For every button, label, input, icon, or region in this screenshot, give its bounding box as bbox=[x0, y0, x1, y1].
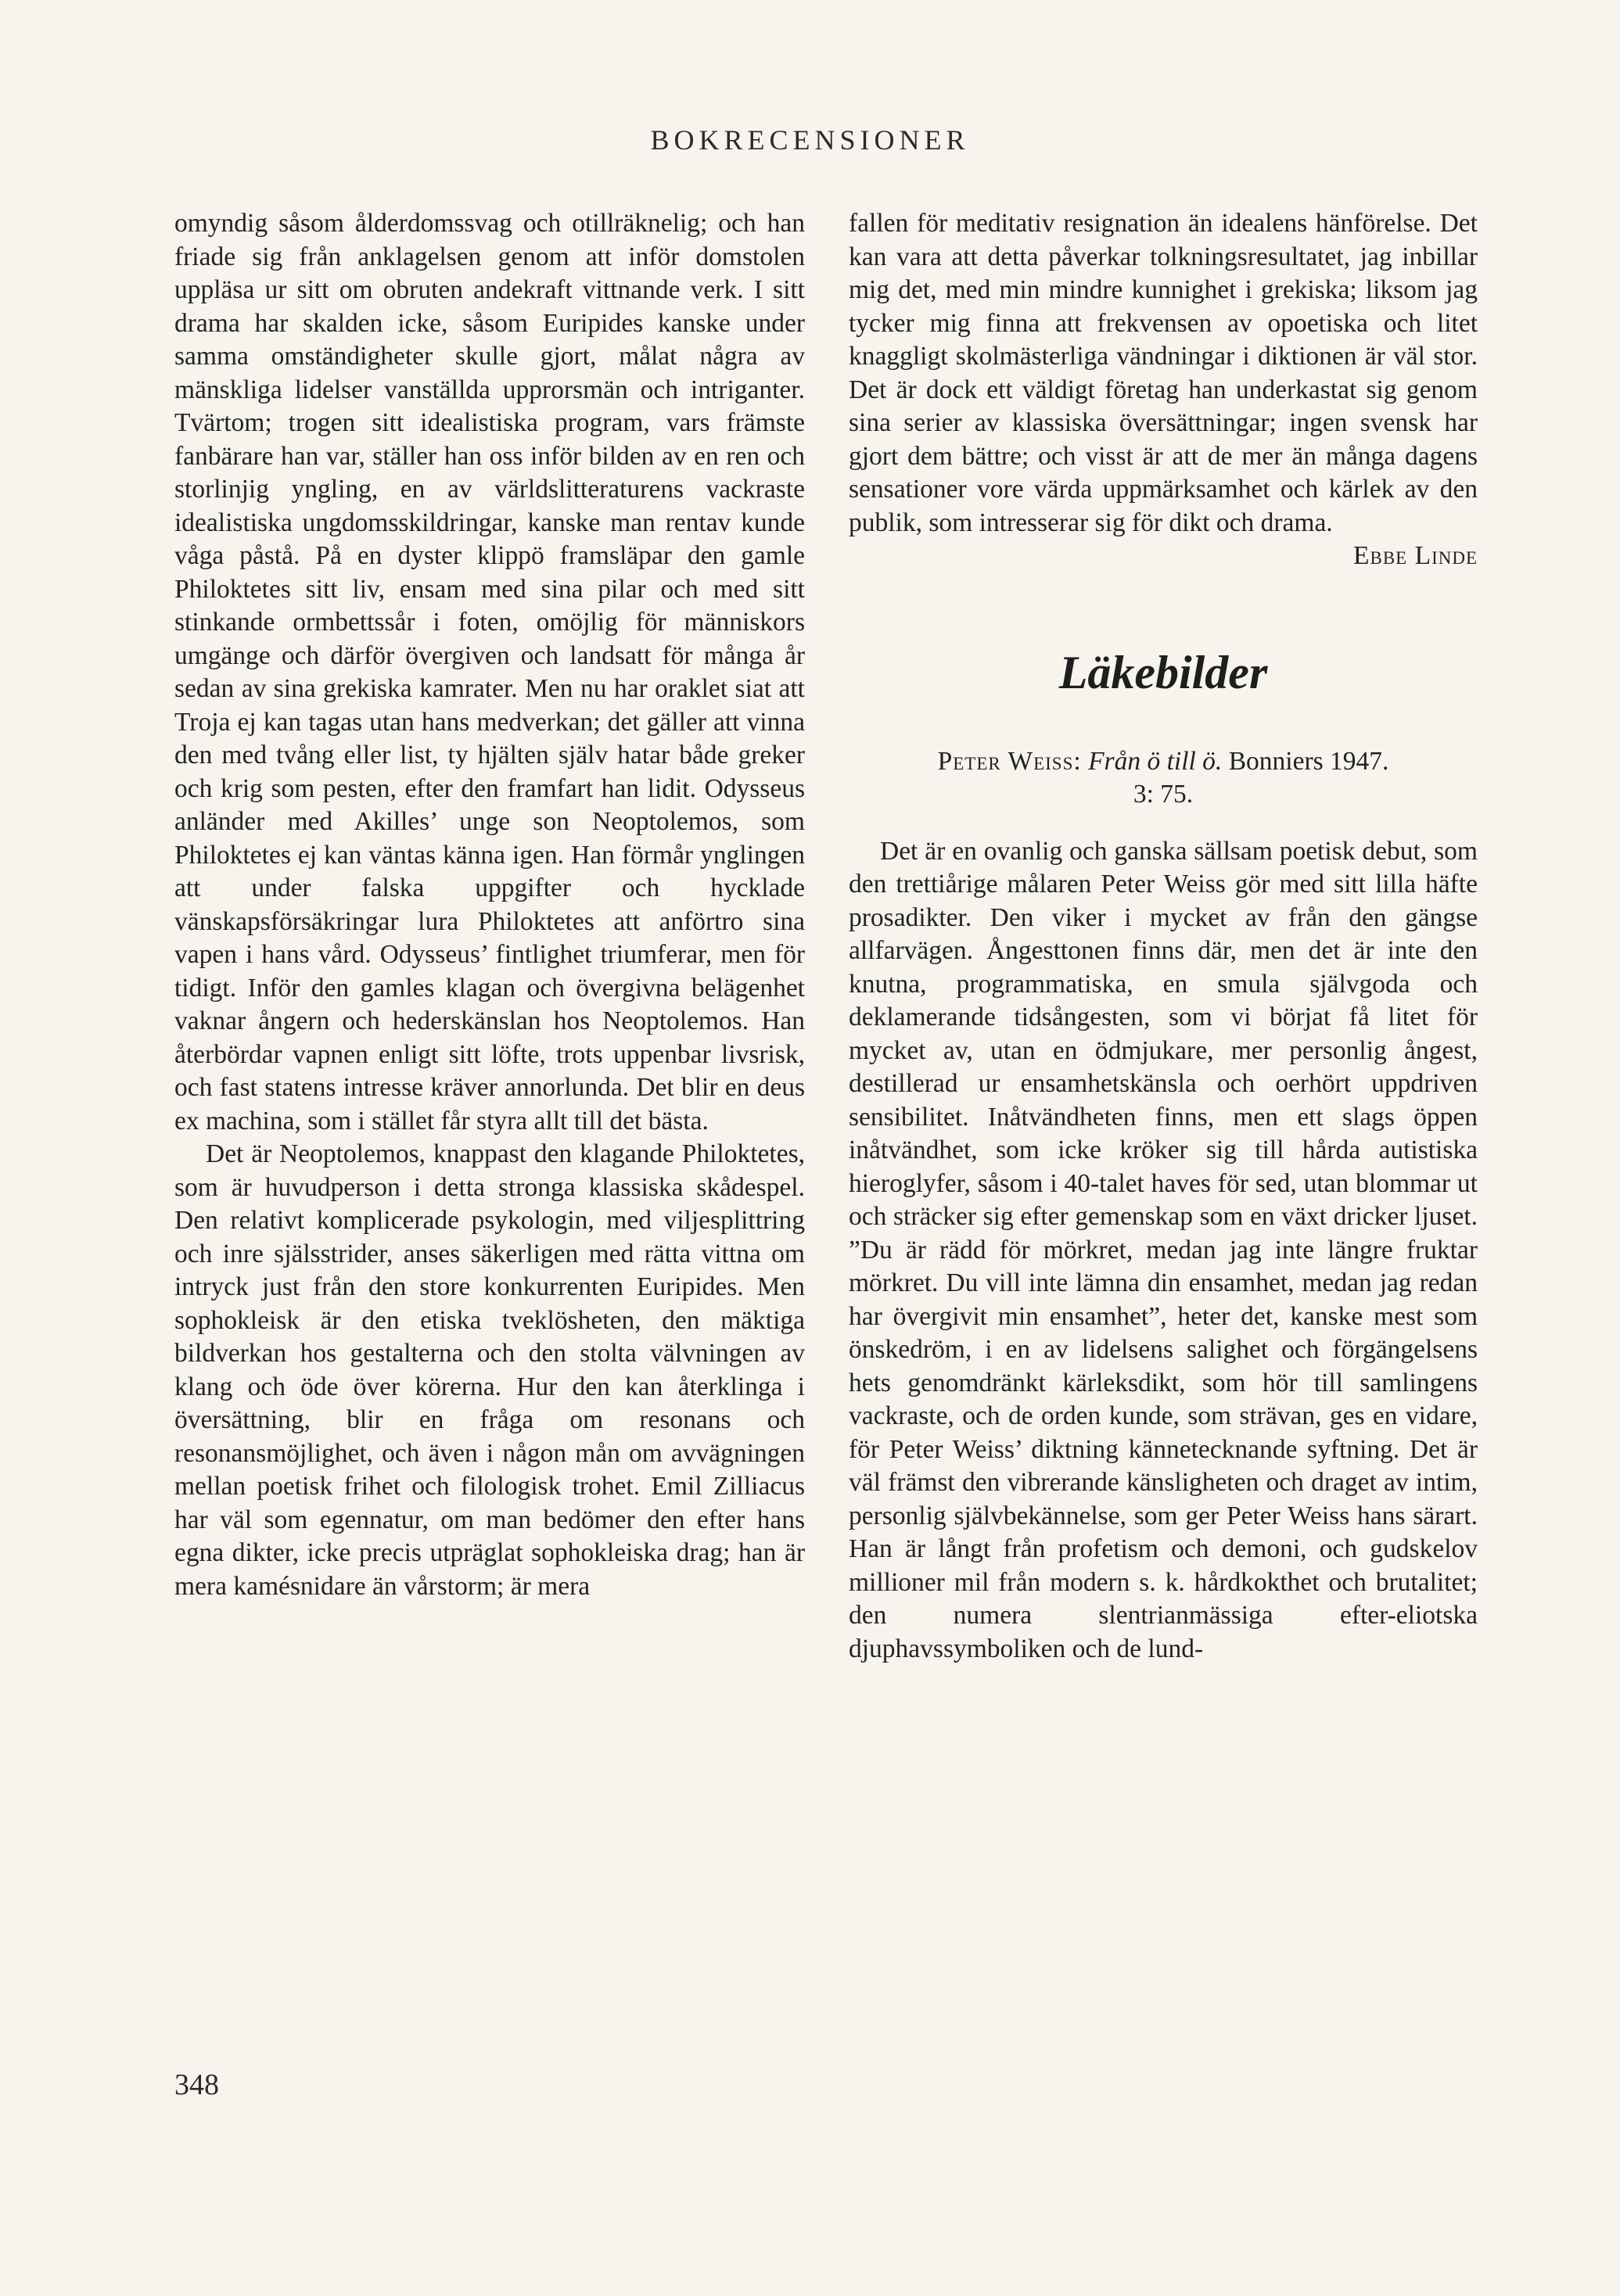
book-title: Från ö till ö. bbox=[1088, 746, 1223, 776]
book-publisher: Bonniers 1947. bbox=[1228, 746, 1389, 776]
book-author: Peter Weiss: bbox=[937, 746, 1082, 776]
running-head: BOKRECENSIONER bbox=[650, 124, 970, 156]
right-paragraph-1: fallen för meditativ resignation än idealens hänförelse. Det kan vara att detta påverkar tolkningsresultatet, jag inbillar mig det, med min mindre kunnighet i grekiska; liksom jag tycker mig finna att frekvensen av opoetiska och litet knaggligt skolmästerliga vändningar i diktionen är väl stor. Det är dock ett väldigt företag han underkastat sig genom sina serier av klassiska översättningar; ingen svensk har gjort dem bättre; och visst är att de mer än många dagens sensationer vore värda uppmärksamhet och kärlek av den publik, som intresserar sig för dikt och drama. bbox=[849, 209, 1478, 537]
right-paragraph-2: Det är en ovanlig och ganska sällsam poetisk debut, som den trettiårige målaren Peter Weiss gör med sitt lilla häfte prosadikter. Den viker i mycket av från den gängse allfarvägen. Ångesttonen finns där, men det är inte den knutna, programmatiska, en smula självgoda och deklamerande tidsångesten, som vi börjat få litet för mycket av, utan en ödmjukare, mer personlig ångest, destillerad ur ensamhetskänsla och oerhört uppdriven sensibilitet. Inåtvändheten finns, men ett slags öppen inåtvändhet, som icke kröker sig till hårda autistiska hieroglyfer, såsom i 40-talet haves för sed, utan blommar ut och sträcker sig efter gemenskap som en växt dricker ljuset. ”Du är rädd för mörkret, medan jag inte längre fruktar mörkret. Du vill inte lämna din ensamhet, medan jag redan har övergivit min ensamhet”, heter det, kanske mest som önskedröm, i en av lidelsens salighet och förgängelsens hets genomdränkt kärleksdikt, som hör till samlingens vackraste, och de orden kunde, som strävan, ges en vidare, för Peter Weiss’ diktning kännetecknande syftning. Det är väl främst den vibrerande känsligheten och draget av intim, personlig självbekännelse, som ger Peter Weiss hans särart. Han är långt från profetism och demoni, och gudskelov millioner mil från modern s. k. hårdkokthet och brutalitet; den numera slentrianmässiga efter-eliotska djuphavssymboliken och de lund- bbox=[849, 836, 1478, 1663]
reviewer-signature: Ebbe Linde bbox=[1353, 541, 1478, 570]
book-price: 3: 75. bbox=[1133, 780, 1194, 809]
left-paragraph-1: omyndig såsom ålderdomssvag och otillräknelig; och han friade sig från anklagelsen genom att inför domstolen uppläsa ur sitt om obruten andekraft vittnande verk. I sitt drama har skalden icke, såsom Euripides kanske under samma omständigheter skulle gjort, målat några av mänskliga lidelser vanställda upprorsmän och intriganter. Tvärtom; trogen sitt idealistiska program, vars främste fanbärare han var, ställer han oss inför bilden av en ren och storlinjig yngling, en av världslitteraturens vackraste idealistiska ungdomsskildringar, kanske man rentav kunde våga påstå. På en dyster klippö framsläpar den gamle Philoktetes sitt liv, ensam med sina pilar och med sitt stinkande ormbettssår i foten, omöjlig för människors umgänge och därför övergiven och landsatt för många år sedan av sina grekiska kamrater. Men nu har oraklet siat att Troja ej kan tagas utan hans medverkan; det gäller att vinna den med tvång eller list, ty hjälten själv hatar både greker och krig som pesten, efter den framfart han lidit. Odysseus anländer med Akilles’ unge son Neoptolemos, som Philoktetes ej kan väntas känna igen. Han förmår ynglingen att under falska uppgifter och hycklade vänskapsförsäkringar lura Philoktetes att anförtro sina vapen i hans vård. Odysseus’ fintlighet triumferar, men för tidigt. Inför den gamles klagan och övergivna belägenhet vaknar ångern och hederskänslan hos Neoptolemos. Han återbördar vapnen enligt sitt löfte, trots uppenbar livsrisk, och fast statens intresse kräver annorlunda. Det blir en deus ex machina, som i stället får styra allt till det bästa. bbox=[174, 209, 805, 1135]
left-paragraph-2: Det är Neoptolemos, knappast den klagande Philoktetes, som är huvudperson i detta stronga klassiska skådespel. Den relativt komplicerade psykologin, med viljesplittring och inre själsstrider, anses säkerligen med rätta vittna om intryck just från den store konkurrenten Euripides. Men sophokleisk är den etiska tveklösheten, den mäktiga bildverkan hos gestalterna och den stolta välvningen av klang och öde över körerna. Hur den kan återklinga i översättning, blir en fråga om resonans och resonansmöjlighet, och även i någon mån om avvägningen mellan poetisk frihet och filologisk trohet. Emil Zilliacus har väl som egennatur, om man bedömer den efter hans egna dikter, icke precis utpräglat sophokleiska drag; han är mera kamésnidare än vårstorm; är mera bbox=[174, 1139, 805, 1601]
review-title: Läkebilder bbox=[1058, 646, 1268, 698]
right-column bbox=[849, 207, 1478, 1666]
left-column bbox=[174, 207, 805, 1603]
book-reference bbox=[849, 745, 1478, 812]
page-number: 348 bbox=[174, 2068, 219, 2101]
